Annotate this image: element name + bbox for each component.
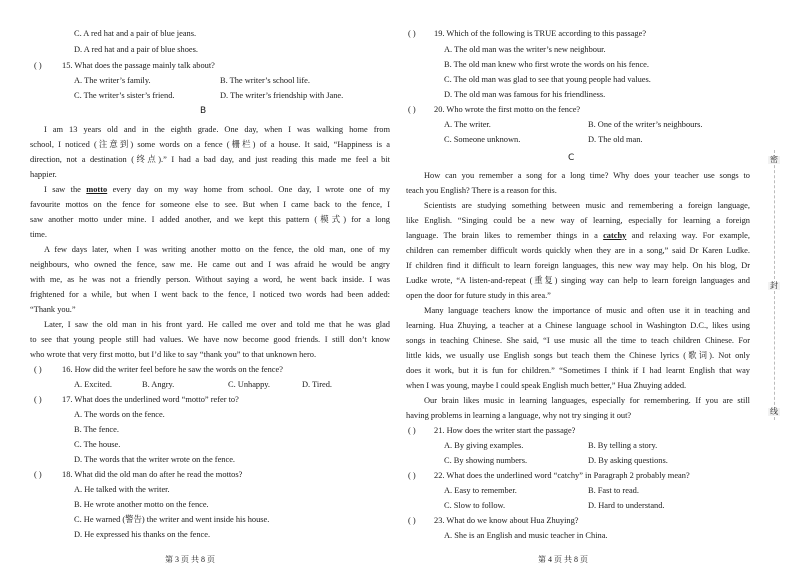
q19-option-b: B. The old man knew who first wrote the words on his fence.	[444, 60, 649, 69]
underlined-catchy: catchy	[603, 231, 627, 240]
q18-option-b: B. He wrote another motto on the fence.	[74, 500, 209, 509]
passage-b-p3-line2: neighbours, who owned the fence, saw me. He came out and I was afraid he would be angry	[30, 260, 390, 269]
q17-option-b: B. The fence.	[74, 425, 119, 434]
passage-c-p3-line4: little kids, we usually use English songs but teach them the Chinese lyrics (歌词). Not only	[406, 351, 750, 360]
passage-b-p3-line4: frightened for a while, but when I went back to the fence, I noticed two words had been added:	[30, 290, 390, 299]
q20-option-d: D. The old man.	[588, 135, 643, 144]
q18-option-d: D. He expressed his thanks on the fence.	[74, 530, 211, 539]
q23-paren[interactable]: ( )	[408, 516, 416, 525]
q14-option-d: D. A red hat and a pair of blue shoes.	[74, 45, 198, 54]
passage-b-p1-line3: direction, not a destination (终点).” I had a bad day, and just reading this made me feel a bit	[30, 155, 390, 164]
q22-stem: 22. What does the underlined word “catchy” in Paragraph 2 probably mean?	[434, 471, 690, 480]
passage-c-p3-line5: does it work, but it is fun for children.” “Sometimes I think if I had learnt English that way	[406, 366, 750, 375]
passage-c-p1-line2: teach you English? There is a reason for this.	[406, 186, 557, 195]
q17-stem: 17. What does the underlined word “motto” refer to?	[62, 395, 239, 404]
q22-paren[interactable]: ( )	[408, 471, 416, 480]
q16-option-b: B. Angry.	[142, 380, 175, 389]
q17-option-d: D. The words that the writer wrote on the fence.	[74, 455, 236, 464]
q18-option-c: C. He warned (警告) the writer and went inside his house.	[74, 515, 270, 524]
right-page-footer: 第 4 页 共 8 页	[538, 555, 588, 564]
passage-c-p3-line6: when I was young, maybe I could speak English much better,” Hua Zhuying added.	[406, 381, 687, 390]
passage-b-p2-line3: saw another motto under mine. I added another, and we kept this pattern (模式) for a long	[30, 215, 390, 224]
passage-b-p2-line2: favourite mottos on the fence for someone else to see. But when I came back to the fence, I	[30, 200, 390, 209]
binding-mark-mi: 密	[770, 155, 778, 164]
q17-option-c: C. The house.	[74, 440, 121, 449]
q18-paren[interactable]: ( )	[34, 470, 42, 479]
passage-b-p1-line4: happier.	[30, 170, 57, 179]
q16-option-a: A. Excited.	[74, 380, 112, 389]
q20-stem: 20. Who wrote the first motto on the fence?	[434, 105, 581, 114]
passage-b-p3-line3: with me, as he was not a friendly person. Without saying a word, he went back inside. I was	[30, 275, 390, 284]
q19-stem: 19. Which of the following is TRUE according to this passage?	[434, 29, 647, 38]
q21-option-a: A. By giving examples.	[444, 441, 524, 450]
passage-c-p2-line3: language. The brain likes to remember things in a catchy and relaxing way. For example,	[406, 231, 750, 240]
q15-option-d: D. The writer’s friendship with Jane.	[220, 91, 344, 100]
q15-paren[interactable]: ( )	[34, 61, 42, 70]
passage-c-p3-line1: Many language teachers know the importance of music and often use it in teaching and	[424, 306, 750, 315]
passage-c-p4-line1: Our brain likes music in learning languages, especially for remembering. If you are still	[424, 396, 750, 405]
q20-option-b: B. One of the writer’s neighbours.	[588, 120, 703, 129]
passage-b-p4-line3: who wrote that very first motto, but I’d like to say “thank you” to that unknown hero.	[30, 350, 317, 359]
binding-mark-feng: 封	[770, 281, 778, 290]
section-b-heading: B	[200, 106, 207, 116]
q15-option-b: B. The writer’s school life.	[220, 76, 310, 85]
passage-c-p2-line4: children can remember difficult words quickly when they are in a song,” said Dr Karen Ludke.	[406, 246, 750, 255]
q19-paren[interactable]: ( )	[408, 29, 416, 38]
q15-option-c: C. The writer’s sister’s friend.	[74, 91, 175, 100]
q19-option-d: D. The old man was famous for his friendliness.	[444, 90, 606, 99]
q21-paren[interactable]: ( )	[408, 426, 416, 435]
q16-option-c: C. Unhappy.	[228, 380, 271, 389]
passage-b-p3-line1: A few days later, when I was writing another motto on the fence, the old man, one of my	[44, 245, 390, 254]
passage-c-p4-line2: having problems in learning a language, why not try singing it out?	[406, 411, 632, 420]
passage-b-p4-line2: to see that young people still had values. We have now become good friends. I still don’t know	[30, 335, 390, 344]
q21-option-c: C. By showing numbers.	[444, 456, 528, 465]
q23-option-a: A. She is an English and music teacher in China.	[444, 531, 608, 540]
q21-option-d: D. By asking questions.	[588, 456, 668, 465]
left-page-footer: 第 3 页 共 8 页	[165, 555, 215, 564]
passage-b-p2-line1: I saw the motto every day on my way home from school. One day, I wrote one of my	[44, 185, 390, 194]
passage-b-p1-line2: school, I noticed (注意到) some words on a fence (栅栏) of a house. It said, “Happiness is a	[30, 140, 390, 149]
q16-stem: 16. How did the writer feel before he saw the words on the fence?	[62, 365, 283, 374]
passage-c-p2-line7: open the door for future study in this area.”	[406, 291, 551, 300]
q23-stem: 23. What do we know about Hua Zhuying?	[434, 516, 579, 525]
passage-c-p2-line2: like English. “Singing could be a new way of learning, especially for learning a foreign	[406, 216, 750, 225]
q21-stem: 21. How does the writer start the passage?	[434, 426, 576, 435]
q17-option-a: A. The words on the fence.	[74, 410, 165, 419]
passage-b-p2-line4: time.	[30, 230, 47, 239]
q22-option-c: C. Slow to follow.	[444, 501, 506, 510]
passage-b-p3-line5: “Thank you.”	[30, 305, 76, 314]
passage-b-p4-line1: Later, I saw the old man in his front yard. He called me over and told me that he was glad	[44, 320, 390, 329]
q16-paren[interactable]: ( )	[34, 365, 42, 374]
passage-b-p1-line1: I am 13 years old and in the eighth grade. One day, when I was walking home from	[44, 125, 390, 134]
q14-option-c: C. A red hat and a pair of blue jeans.	[74, 29, 197, 38]
q20-paren[interactable]: ( )	[408, 105, 416, 114]
section-c-heading: C	[568, 153, 575, 163]
q16-option-d: D. Tired.	[302, 380, 333, 389]
q19-option-a: A. The old man was the writer’s new neighbour.	[444, 45, 606, 54]
passage-c-p2-line6: Ludke wrote, “A listen-and-repeat (重复) singing way can help to learn foreign languages and	[406, 276, 750, 285]
q18-stem: 18. What did the old man do after he read the mottos?	[62, 470, 243, 479]
q17-paren[interactable]: ( )	[34, 395, 42, 404]
q22-option-d: D. Hard to understand.	[588, 501, 665, 510]
q15-stem: 15. What does the passage mainly talk about?	[62, 61, 215, 70]
passage-c-p2-line1: Scientists are studying something between music and remembering a foreign language,	[424, 201, 750, 210]
passage-c-p3-line3: songs in teaching Chinese. She said, “I use music all the time to teach children Chinese. For	[406, 336, 750, 345]
passage-c-p3-line2: learning. Hua Zhuying, a teacher at a Chinese language school in Washington D.C., likes using	[406, 321, 750, 330]
q18-option-a: A. He talked with the writer.	[74, 485, 170, 494]
q20-option-a: A. The writer.	[444, 120, 491, 129]
q22-option-a: A. Easy to remember.	[444, 486, 517, 495]
q20-option-c: C. Someone unknown.	[444, 135, 521, 144]
binding-mark-xian: 线	[770, 407, 778, 416]
underlined-motto: motto	[86, 185, 108, 194]
passage-c-p1-line1: How can you remember a song for a long time? Why does your teacher use songs to	[424, 171, 750, 180]
q19-option-c: C. The old man was glad to see that young people had values.	[444, 75, 651, 84]
q15-option-a: A. The writer’s family.	[74, 76, 151, 85]
q21-option-b: B. By telling a story.	[588, 441, 658, 450]
passage-c-p2-line5: If children find it difficult to learn foreign languages, this new way may help. On his blog, Dr	[406, 261, 750, 270]
q22-option-b: B. Fast to read.	[588, 486, 639, 495]
